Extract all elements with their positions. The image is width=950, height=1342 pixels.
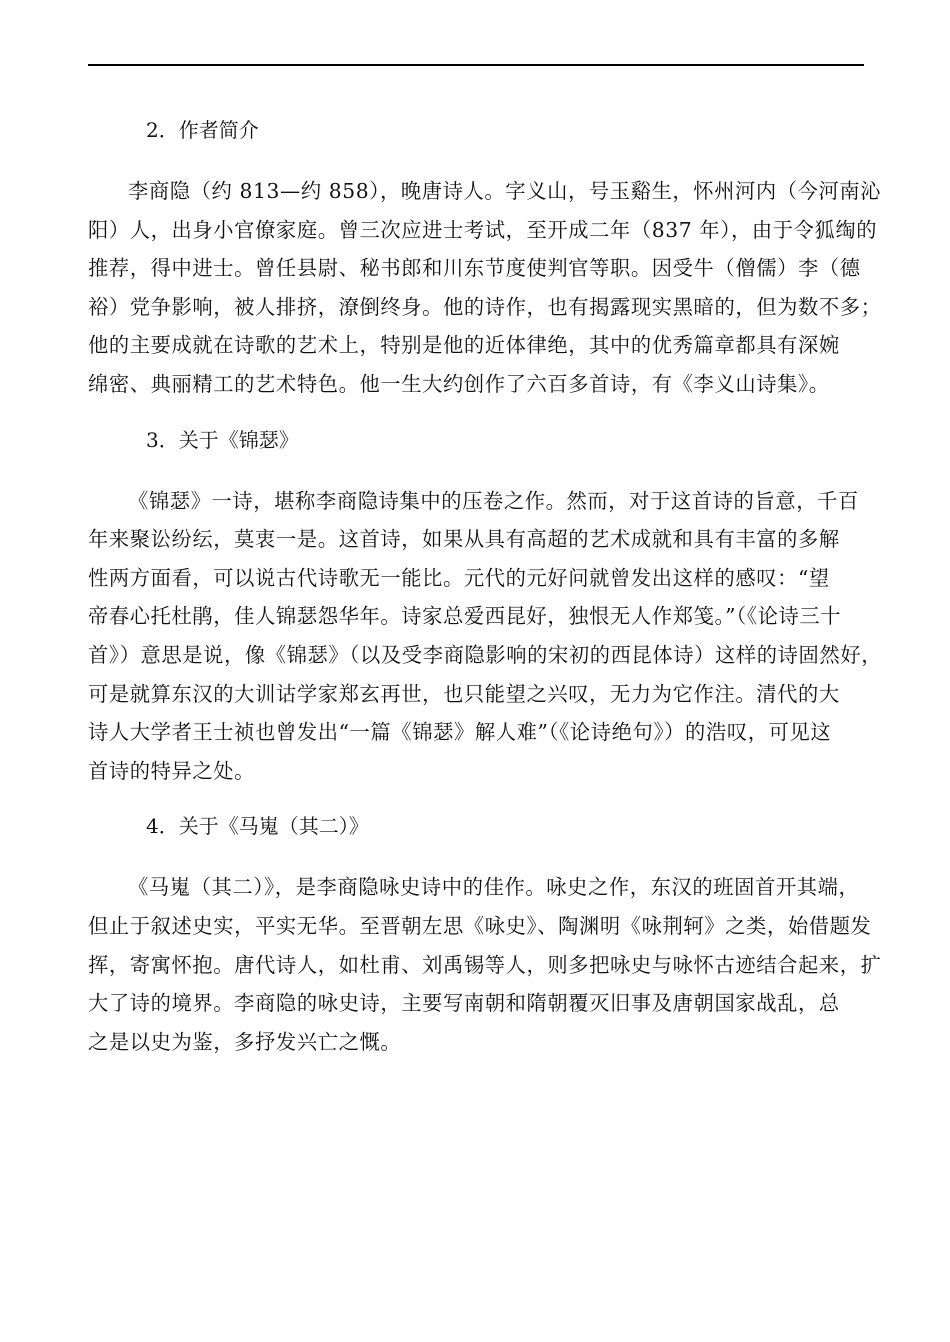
text-line: 首诗的特异之处。 bbox=[88, 758, 256, 783]
text-line: 年来聚讼纷纭，莫衷一是。这首诗，如果从具有高超的艺术成就和具有丰富的多解 bbox=[88, 527, 840, 552]
text-line: 《锦瑟》一诗，堪称李商隐诗集中的压卷之作。然而，对于这首诗的旨意，千百 bbox=[128, 488, 859, 513]
text-line: 诗人大学者王士祯也曾发出“一篇《锦瑟》解人难”（《论诗绝句》）的浩叹，可见这 bbox=[88, 720, 832, 745]
text-line: 推荐，得中进士。曾任县尉、秘书郎和川东节度使判官等职。因受牛（僧儒）李（德 bbox=[88, 256, 861, 281]
text-line: 性两方面看，可以说古代诗歌无一能比。元代的元好问就曾发出这样的感叹：“望 bbox=[88, 565, 830, 590]
section-heading-author-intro: 2．作者简介 bbox=[146, 118, 259, 142]
text-line: 帝春心托杜鹃，佳人锦瑟怨华年。诗家总爱西昆好，独恨无人作郑笺。”（《论诗三十 bbox=[88, 604, 842, 629]
text-line: 之是以史为鉴，多抒发兴亡之慨。 bbox=[88, 1029, 402, 1054]
text-line: 挥，寄寓怀抱。唐代诗人，如杜甫、刘禹锡等人，则多把咏史与咏怀古迹结合起来，扩 bbox=[88, 952, 882, 977]
text-line: 阳）人，出身小官僚家庭。曾三次应进士考试，至开成二年（837 年），由于令狐绹的 bbox=[88, 217, 878, 242]
text-line: 可是就算东汉的大训诂学家郑玄再世，也只能望之兴叹，无力为它作注。清代的大 bbox=[88, 681, 840, 706]
text-line: 李商隐（约 813—约 858），晚唐诗人。字义山，号玉谿生，怀州河内（今河南沁 bbox=[128, 179, 882, 203]
text-line: 首》）意思是说，像《锦瑟》（以及受李商隐影响的宋初的西昆体诗）这样的诗固然好， bbox=[88, 642, 883, 667]
header-rule bbox=[88, 64, 864, 66]
section-heading-mawei: 4．关于《马嵬（其二）》 bbox=[146, 814, 369, 839]
paragraph-jinse bbox=[88, 482, 883, 791]
section-heading-jinse: 3．关于《锦瑟》 bbox=[146, 427, 299, 452]
text-line: 绵密、典丽精工的艺术特色。他一生大约创作了六百多首诗，有《李义山诗集》。 bbox=[88, 371, 830, 396]
text-line: 大了诗的境界。李商隐的咏史诗，主要写南朝和隋朝覆灭旧事及唐朝国家战乱，总 bbox=[88, 991, 840, 1016]
document-body bbox=[88, 115, 883, 1082]
text-line: 《马嵬（其二）》，是李商隐咏史诗中的佳作。咏史之作，东汉的班固首开其端， bbox=[128, 875, 860, 900]
paragraph-mawei bbox=[88, 868, 882, 1061]
paragraph-author-intro bbox=[88, 172, 882, 404]
text-line: 他的主要成就在诗歌的艺术上，特别是他的近体律绝，其中的优秀篇章都具有深婉 bbox=[88, 333, 840, 358]
text-line: 裕）党争影响，被人排挤，潦倒终身。他的诗作，也有揭露现实黑暗的，但为数不多； bbox=[88, 294, 882, 319]
text-line: 但止于叙述史实，平实无华。至晋朝左思《咏史》、陶渊明《咏荆轲》之类，始借题发 bbox=[88, 913, 872, 938]
